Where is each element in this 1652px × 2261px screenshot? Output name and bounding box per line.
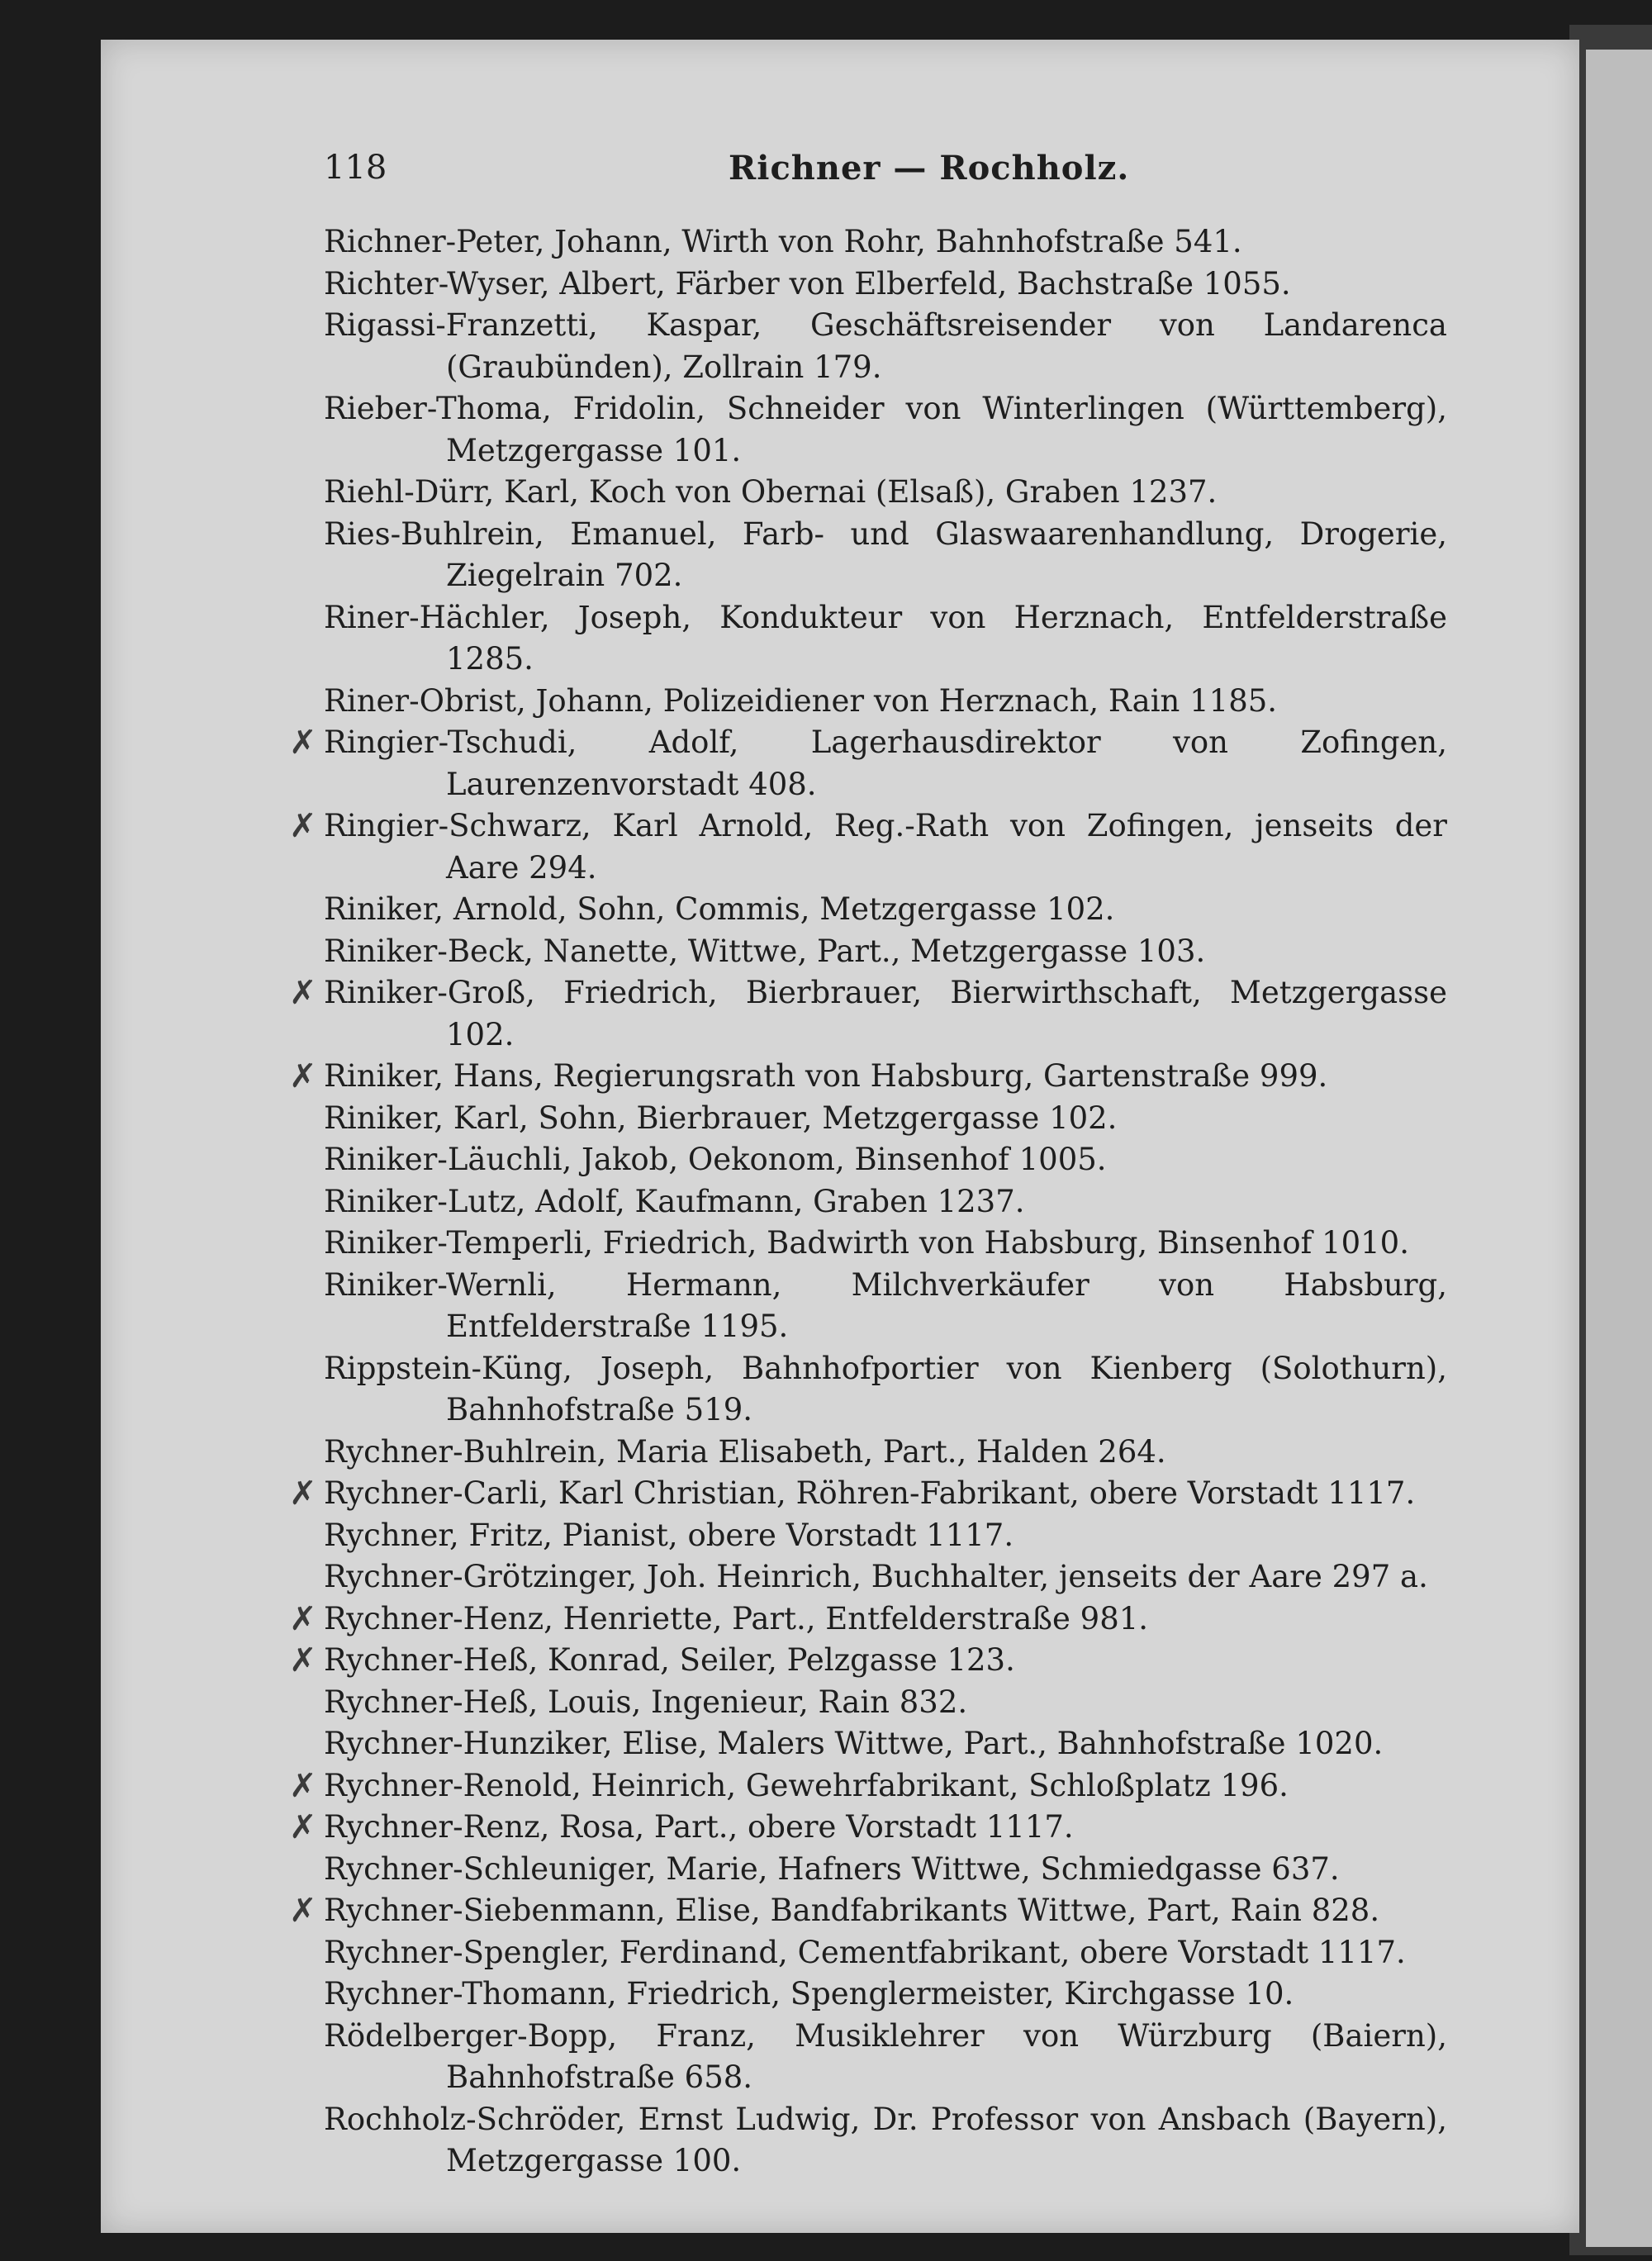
entry-text: Riniker, Hans, Regierungsrath von Habsburg, Gartenstraße 999. <box>324 1058 1328 1094</box>
directory-entry <box>289 972 1447 1056</box>
directory-entry <box>324 1682 1447 1724</box>
directory-entry <box>324 1723 1447 1765</box>
directory-entry <box>324 1932 1447 1974</box>
directory-entry <box>289 805 1447 889</box>
directory-entry <box>324 305 1447 388</box>
directory-entry <box>289 1056 1447 1098</box>
pencil-tick-mark: ✗ <box>289 1057 317 1095</box>
directory-entry <box>289 1640 1447 1682</box>
directory-entry <box>324 1556 1447 1598</box>
entry-text: Riniker-Läuchli, Jakob, Oekonom, Binsenhof 1005. <box>324 1142 1107 1177</box>
directory-entry <box>324 1432 1447 1474</box>
directory-entry <box>324 472 1447 514</box>
entry-text: Rippstein-Küng, Joseph, Bahnhofportier von Kienberg (Solothurn), Bahnhofstraße 519. <box>324 1350 1447 1427</box>
directory-entry <box>289 1890 1447 1932</box>
directory-entry <box>324 1223 1447 1265</box>
entry-text: Rychner-Renz, Rosa, Part., obere Vorstadt 1117. <box>324 1809 1074 1845</box>
directory-entry <box>324 1181 1447 1223</box>
directory-entry <box>324 514 1447 597</box>
entry-text: Rödelberger-Bopp, Franz, Musiklehrer von Würzburg (Baiern), Bahnhofstraße 658. <box>324 2017 1447 2095</box>
entry-text: Riehl-Dürr, Karl, Koch von Obernai (Elsaß), Graben 1237. <box>324 474 1218 510</box>
entry-text: Rychner-Thomann, Friedrich, Spenglermeister, Kirchgasse 10. <box>324 1976 1294 2012</box>
directory-entry <box>324 1849 1447 1891</box>
entry-text: Riner-Obrist, Johann, Polizeidiener von Herznach, Rain 1185. <box>324 682 1278 719</box>
directory-entry <box>324 681 1447 723</box>
directory-entries <box>289 221 1447 2183</box>
pencil-tick-mark: ✗ <box>289 807 317 845</box>
entry-text: Rychner, Fritz, Pianist, obere Vorstadt 1117. <box>324 1517 1014 1553</box>
pencil-tick-mark: ✗ <box>289 724 317 762</box>
pencil-tick-mark: ✗ <box>289 1599 317 1638</box>
entry-text: Rychner-Heß, Konrad, Seiler, Pelzgasse 123. <box>324 1642 1015 1678</box>
entry-text: Riniker-Temperli, Friedrich, Badwirth von Habsburg, Binsenhof 1010. <box>324 1225 1409 1261</box>
pencil-tick-mark: ✗ <box>289 1641 317 1679</box>
entry-text: Riniker, Karl, Sohn, Bierbrauer, Metzgergasse 102. <box>324 1100 1118 1136</box>
entry-text: Rychner-Renold, Heinrich, Gewehrfabrikant, Schloßplatz 196. <box>324 1767 1289 1803</box>
entry-text: Rochholz-Schröder, Ernst Ludwig, Dr. Professor von Ansbach (Bayern), Metzgergasse 100. <box>324 2101 1447 2178</box>
entry-text: Richter-Wyser, Albert, Färber von Elberfeld, Bachstraße 1055. <box>324 265 1291 302</box>
entry-text: Rychner-Henz, Henriette, Part., Entfelderstraße 981. <box>324 1600 1149 1636</box>
pencil-tick-mark: ✗ <box>289 1766 317 1805</box>
directory-entry <box>324 1139 1447 1181</box>
pencil-tick-mark: ✗ <box>289 1892 317 1930</box>
facing-page-margin <box>1586 50 1652 2247</box>
directory-entry <box>324 931 1447 973</box>
directory-entry <box>324 1974 1447 2016</box>
entry-text: Rychner-Heß, Louis, Ingenieur, Rain 832. <box>324 1684 968 1720</box>
entry-text: Ringier-Tschudi, Adolf, Lagerhausdirektor von Zofingen, Laurenzenvorstadt 408. <box>324 724 1447 802</box>
entry-text: Rychner-Spengler, Ferdinand, Cementfabrikant, obere Vorstadt 1117. <box>324 1934 1406 1970</box>
entry-text: Riniker-Beck, Nanette, Wittwe, Part., Metzgergasse 103. <box>324 933 1206 969</box>
page-number: 118 <box>324 149 387 187</box>
entry-text: Rychner-Carli, Karl Christian, Röhren-Fabrikant, obere Vorstadt 1117. <box>324 1475 1416 1511</box>
directory-entry <box>289 1765 1447 1807</box>
entry-text: Rychner-Hunziker, Elise, Malers Wittwe, Part., Bahnhofstraße 1020. <box>324 1726 1384 1761</box>
directory-entry <box>324 221 1447 264</box>
entry-text: Richner-Peter, Johann, Wirth von Rohr, Bahnhofstraße 541. <box>324 224 1242 259</box>
directory-entry <box>324 1348 1447 1432</box>
entry-text: Ringier-Schwarz, Karl Arnold, Reg.-Rath von Zofingen, jenseits der Aare 294. <box>324 808 1447 886</box>
directory-entry <box>324 1515 1447 1557</box>
directory-entry <box>289 1807 1447 1849</box>
directory-entry <box>324 889 1447 931</box>
entry-text: Riniker-Wernli, Hermann, Milchverkäufer von Habsburg, Entfelderstraße 1195. <box>324 1266 1447 1344</box>
running-head: Richner — Rochholz. <box>729 149 1130 188</box>
entry-text: Rychner-Schleuniger, Marie, Hafners Wittwe, Schmiedgasse 637. <box>324 1850 1340 1887</box>
directory-entry <box>324 388 1447 472</box>
directory-entry <box>324 264 1447 306</box>
pencil-tick-mark: ✗ <box>289 1808 317 1846</box>
entry-text: Riniker-Lutz, Adolf, Kaufmann, Graben 1237. <box>324 1183 1025 1219</box>
entry-text: Riniker, Arnold, Sohn, Commis, Metzgergasse 102. <box>324 891 1115 927</box>
directory-entry <box>289 1473 1447 1515</box>
page-header <box>324 145 1422 195</box>
directory-entry <box>289 722 1447 805</box>
directory-entry <box>324 1098 1447 1140</box>
entry-text: Rychner-Grötzinger, Joh. Heinrich, Buchhalter, jenseits der Aare 297 a. <box>324 1559 1428 1594</box>
directory-entry <box>324 597 1447 681</box>
directory-entry <box>324 2016 1447 2099</box>
directory-entry <box>324 2099 1447 2183</box>
entry-text: Rigassi-Franzetti, Kaspar, Geschäftsreisender von Landarenca (Graubünden), Zollrain 179. <box>324 307 1447 385</box>
entry-text: Riniker-Groß, Friedrich, Bierbrauer, Bierwirthschaft, Metzgergasse 102. <box>324 975 1447 1052</box>
entry-text: Riner-Hächler, Joseph, Kondukteur von Herznach, Entfelderstraße 1285. <box>324 599 1447 677</box>
entry-text: Rychner-Buhlrein, Maria Elisabeth, Part., Halden 264. <box>324 1433 1166 1470</box>
directory-entry <box>289 1598 1447 1641</box>
entry-text: Rieber-Thoma, Fridolin, Schneider von Winterlingen (Württemberg), Metzgergasse 101. <box>324 391 1447 468</box>
entry-text: Ries-Buhlrein, Emanuel, Farb- und Glaswaarenhandlung, Drogerie, Ziegelrain 702. <box>324 515 1447 593</box>
entry-text: Rychner-Siebenmann, Elise, Bandfabrikants Wittwe, Part, Rain 828. <box>324 1893 1380 1928</box>
directory-entry <box>324 1265 1447 1348</box>
pencil-tick-mark: ✗ <box>289 974 317 1012</box>
pencil-tick-mark: ✗ <box>289 1475 317 1513</box>
